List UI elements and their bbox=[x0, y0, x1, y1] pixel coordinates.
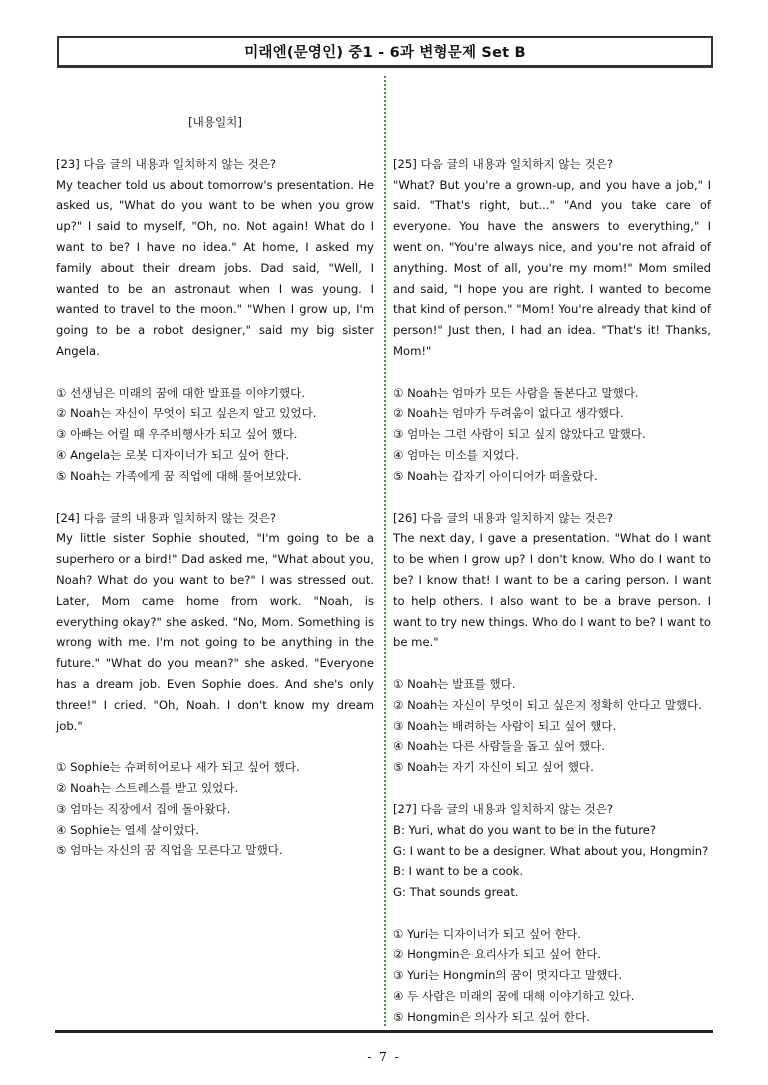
choice-5: ⑤ 엄마는 자신의 꿈 직업을 모른다고 말했다. bbox=[56, 843, 283, 858]
dialogue-line: G: I want to be a designer. What about you, Hongmin? bbox=[393, 843, 709, 858]
choice-4: ④ Sophie는 열세 살이었다. bbox=[56, 822, 200, 837]
choice-4: ④ Noah는 다른 사람들을 돕고 싶어 했다. bbox=[393, 739, 606, 754]
choice-5: ⑤ Noah는 자기 자신이 되고 싶어 했다. bbox=[393, 760, 594, 775]
choice-2: ② Noah는 자신이 무엇이 되고 싶은지 알고 있었다. bbox=[56, 406, 317, 421]
question-passage: The next day, I gave a presentation. "What do I want to be when I grow up? I don't know. Who do I want to be? I know that! I want to be a caring person. I want to help others. I also want to be a brave person. I want to try new things. Who do I want to be? I want to be me." bbox=[393, 531, 711, 650]
choice-4: ④ 두 사람은 미래의 꿈에 대해 이야기하고 있다. bbox=[393, 989, 635, 1004]
footer-rule bbox=[55, 1030, 713, 1033]
question-heading: [26] 다음 글의 내용과 일치하지 않는 것은? bbox=[393, 510, 614, 525]
choice-4: ④ 엄마는 미소를 지었다. bbox=[393, 447, 519, 462]
question-26 bbox=[393, 508, 711, 778]
choice-1: ① Sophie는 슈퍼히어로나 새가 되고 싶어 했다. bbox=[56, 760, 300, 775]
choice-2: ② Hongmin은 요리사가 되고 싶어 한다. bbox=[393, 947, 602, 962]
choice-1: ① 선생님은 미래의 꿈에 대한 발표를 이야기했다. bbox=[56, 385, 305, 400]
choice-2: ② Noah는 엄마가 두려움이 없다고 생각했다. bbox=[393, 406, 624, 421]
choice-5: ⑤ Noah는 갑자기 아이디어가 떠올랐다. bbox=[393, 468, 598, 483]
choice-3: ③ Yuri는 Hongmin의 꿈이 멋지다고 말했다. bbox=[393, 968, 623, 983]
question-heading: [23] 다음 글의 내용과 일치하지 않는 것은? bbox=[56, 156, 277, 171]
question-heading: [24] 다음 글의 내용과 일치하지 않는 것은? bbox=[56, 510, 277, 525]
choice-3: ③ Noah는 배려하는 사람이 되고 싶어 했다. bbox=[393, 718, 617, 733]
question-24 bbox=[56, 508, 374, 862]
choice-3: ③ 아빠는 어릴 때 우주비행사가 되고 싶어 했다. bbox=[56, 427, 298, 442]
question-25 bbox=[393, 154, 711, 487]
choice-4: ④ Angela는 로봇 디자이너가 되고 싶어 한다. bbox=[56, 447, 290, 462]
page-title: 미래엔(문영인) 중1 - 6과 변형문제 Set B bbox=[57, 36, 713, 68]
choice-1: ① Yuri는 디자이너가 되고 싶어 한다. bbox=[393, 926, 581, 941]
choice-1: ① Noah는 발표를 했다. bbox=[393, 676, 516, 691]
dialogue-line: B: I want to be a cook. bbox=[393, 864, 524, 879]
question-passage: "What? But you're a grown-up, and you have a job," I said. "That's right, but..." "And you take care of everyone. You have the answers to everything," I went on. "You're always nice, and you're not afraid of anything. Most of all, you're my mom!" Mom smiled and said, "I hope you are right. I wanted to become that kind of person." "Mom! You're already that kind of person!" Just then, I had an idea. "That's it! Thanks, Mom!" bbox=[393, 177, 711, 358]
choice-1: ① Noah는 엄마가 모든 사람을 돌본다고 말했다. bbox=[393, 385, 639, 400]
section-tag: [내용일치] bbox=[188, 115, 242, 129]
choice-3: ③ 엄마는 그런 사람이 되고 싶지 않았다고 말했다. bbox=[393, 427, 646, 442]
question-23 bbox=[56, 154, 374, 487]
question-27 bbox=[393, 799, 711, 1028]
page-number: - 7 - bbox=[367, 1050, 401, 1064]
column-divider bbox=[384, 76, 386, 1026]
left-column bbox=[56, 112, 374, 882]
choice-5: ⑤ Noah는 가족에게 꿈 직업에 대해 물어보았다. bbox=[56, 468, 302, 483]
choice-2: ② Noah는 자신이 무엇이 되고 싶은지 정확히 안다고 말했다. bbox=[393, 697, 702, 712]
right-column bbox=[393, 112, 711, 1049]
question-heading: [25] 다음 글의 내용과 일치하지 않는 것은? bbox=[393, 156, 614, 171]
question-passage: My teacher told us about tomorrow's presentation. He asked us, "What do you want to be when you grow up?" I said to myself, "Oh, no. Not again! What do I want to be? I have no idea." At home, I asked my family about their dream jobs. Dad said, "Well, I wanted to be an astronaut when I was young. I wanted to travel to the moon." "When I grow up, I'm going to be a robot designer," said my big sister Angela. bbox=[56, 177, 374, 358]
choice-2: ② Noah는 스트레스를 받고 있었다. bbox=[56, 780, 239, 795]
dialogue-line: G: That sounds great. bbox=[393, 885, 519, 900]
dialogue-line: B: Yuri, what do you want to be in the future? bbox=[393, 822, 657, 837]
question-heading: [27] 다음 글의 내용과 일치하지 않는 것은? bbox=[393, 801, 614, 816]
question-passage: My little sister Sophie shouted, "I'm going to be a superhero or a bird!" Dad asked me, "What about you, Noah? What do you want to be?" I was stressed out. Later, Mom came home from work. "Noah, is everything okay?" she asked. "No, Mom. Something is wrong with me. I'm not going to be anything in the future." "What do you mean?" she asked. "Everyone has a dream job. Even Sophie does. And she's only three!" I cried. "Oh, Noah. I don't know my dream job." bbox=[56, 531, 374, 733]
choice-3: ③ 엄마는 직장에서 집에 돌아왔다. bbox=[56, 801, 231, 816]
choice-5: ⑤ Hongmin은 의사가 되고 싶어 한다. bbox=[393, 1009, 590, 1024]
